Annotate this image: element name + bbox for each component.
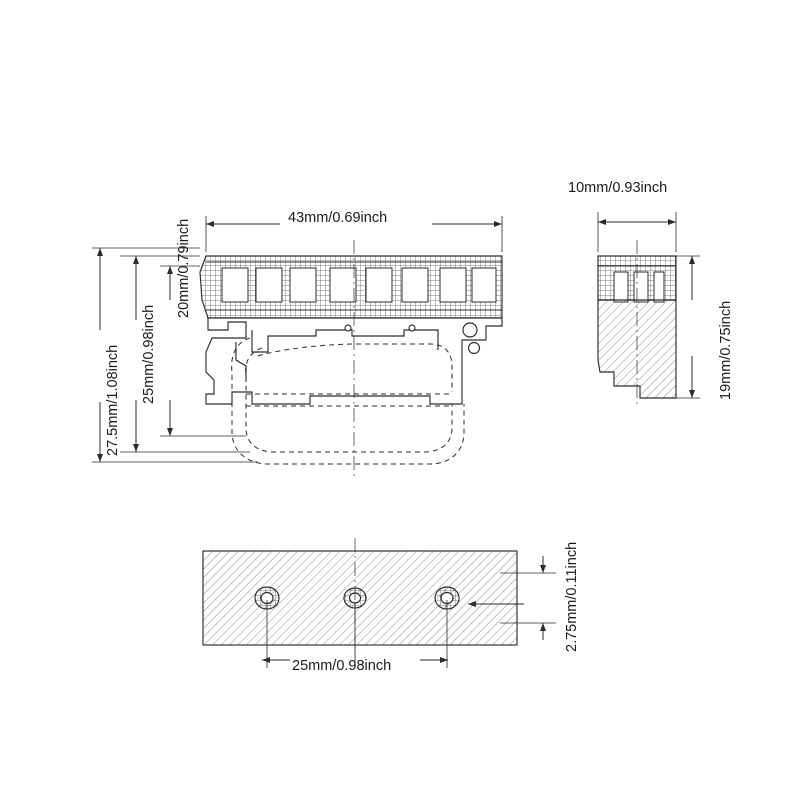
- front-section-view: [200, 240, 502, 478]
- dim-front-height-middle-label: 25mm/0.98inch: [141, 304, 157, 404]
- dim-hole-spacing-label: 25mm/0.98inch: [292, 658, 392, 674]
- side-view: [598, 240, 676, 404]
- dim-side-width-label: 10mm/0.93inch: [568, 180, 668, 196]
- dim-side-height-label: 19mm/0.75inch: [718, 300, 734, 400]
- dim-front-height-inner-label: 20mm/0.79inch: [176, 218, 192, 318]
- dim-front-height-outer-label: 27.5mm/1.08inch: [105, 344, 121, 456]
- top-view: [203, 538, 517, 658]
- dim-front-width-label: 43mm/0.69inch: [288, 210, 388, 226]
- dim-plate-thickness-label: 2.75mm/0.11inch: [564, 541, 580, 652]
